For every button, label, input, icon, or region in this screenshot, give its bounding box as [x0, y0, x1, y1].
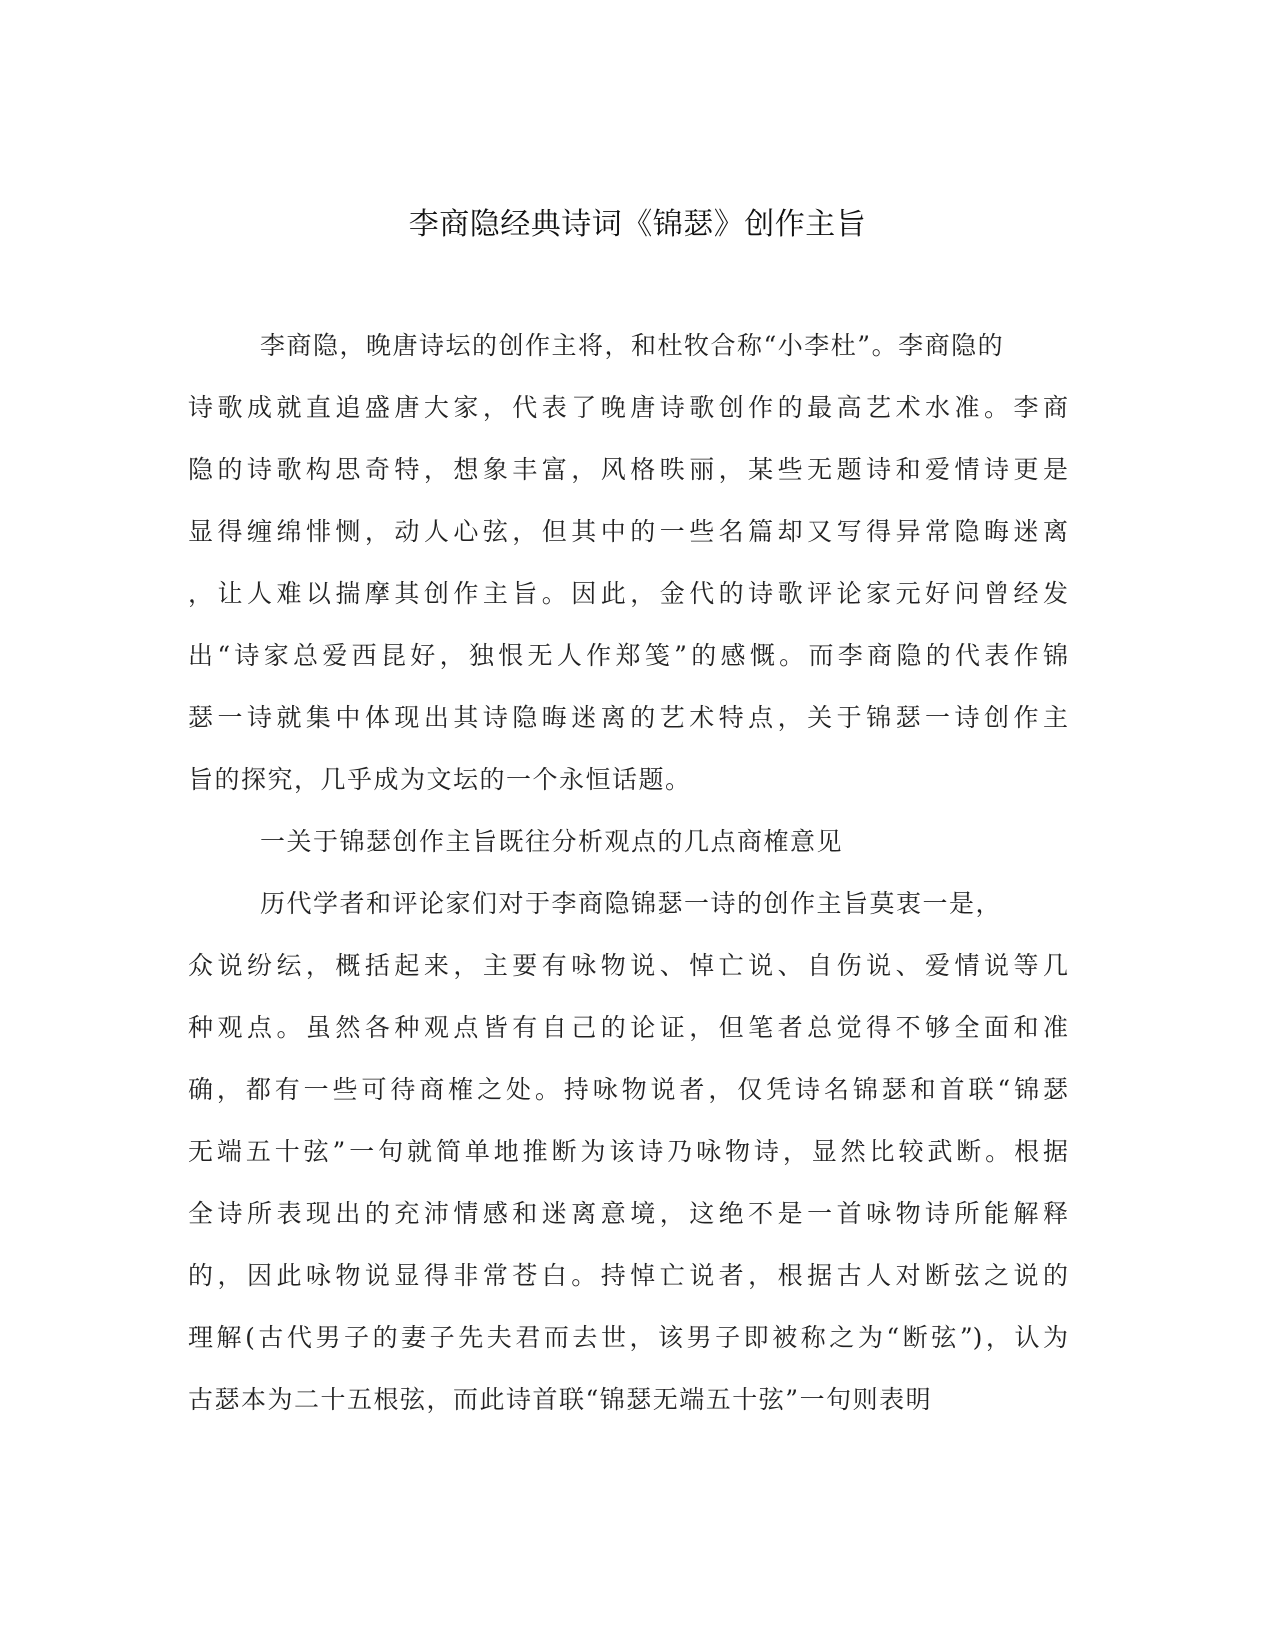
paragraph-1-line-6: 出“诗家总爱西昆好，独恨无人作郑笺”的感慨。而李商隐的代表作锦: [188, 641, 1068, 670]
paragraph-1-line-8: 旨的探究，几乎成为文坛的一个永恒话题。: [188, 765, 692, 794]
paragraph-2-line-5: 无端五十弦”一句就简单地推断为该诗乃咏物诗，显然比较武断。根据: [188, 1137, 1068, 1166]
paragraph-1-line-7: 瑟一诗就集中体现出其诗隐晦迷离的艺术特点，关于锦瑟一诗创作主: [188, 703, 1068, 732]
paragraph-1-line-3: 隐的诗歌构思奇特，想象丰富，风格昳丽，某些无题诗和爱情诗更是: [188, 455, 1068, 484]
paragraph-1-line-4: 显得缠绵悱恻，动人心弦，但其中的一些名篇却又写得异常隐晦迷离: [188, 517, 1068, 546]
paragraph-2-line-9: 古瑟本为二十五根弦，而此诗首联“锦瑟无端五十弦”一句则表明: [188, 1385, 933, 1414]
paragraph-1-line-5: ，让人难以揣摩其创作主旨。因此，金代的诗歌评论家元好问曾经发: [188, 579, 1068, 608]
section-heading: 一关于锦瑟创作主旨既往分析观点的几点商榷意见: [260, 827, 844, 856]
paragraph-2-line-7: 的，因此咏物说显得非常苍白。持悼亡说者，根据古人对断弦之说的: [188, 1261, 1068, 1290]
paragraph-1-line-1: 李商隐，晚唐诗坛的创作主将，和杜牧合称“小李杜”。李商隐的: [260, 331, 1005, 360]
paragraph-2-line-1: 历代学者和评论家们对于李商隐锦瑟一诗的创作主旨莫衷一是，: [260, 889, 1003, 918]
paragraph-2-line-2: 众说纷纭，概括起来，主要有咏物说、悼亡说、自伤说、爱情说等几: [188, 951, 1068, 980]
paragraph-2-line-3: 种观点。虽然各种观点皆有自己的论证，但笔者总觉得不够全面和准: [188, 1013, 1068, 1042]
document-body: [188, 326, 1068, 1442]
paragraph-1-line-2: 诗歌成就直追盛唐大家，代表了晚唐诗歌创作的最高艺术水准。李商: [188, 393, 1068, 422]
paragraph-2-line-4: 确，都有一些可待商榷之处。持咏物说者，仅凭诗名锦瑟和首联“锦瑟: [188, 1075, 1068, 1104]
document-title: 李商隐经典诗词《锦瑟》创作主旨: [408, 207, 867, 242]
paragraph-2-line-8: 理解(古代男子的妻子先夫君而去世，该男子即被称之为“断弦”)，认为: [188, 1323, 1068, 1352]
paragraph-2-line-6: 全诗所表现出的充沛情感和迷离意境，这绝不是一首咏物诗所能解释: [188, 1199, 1068, 1228]
